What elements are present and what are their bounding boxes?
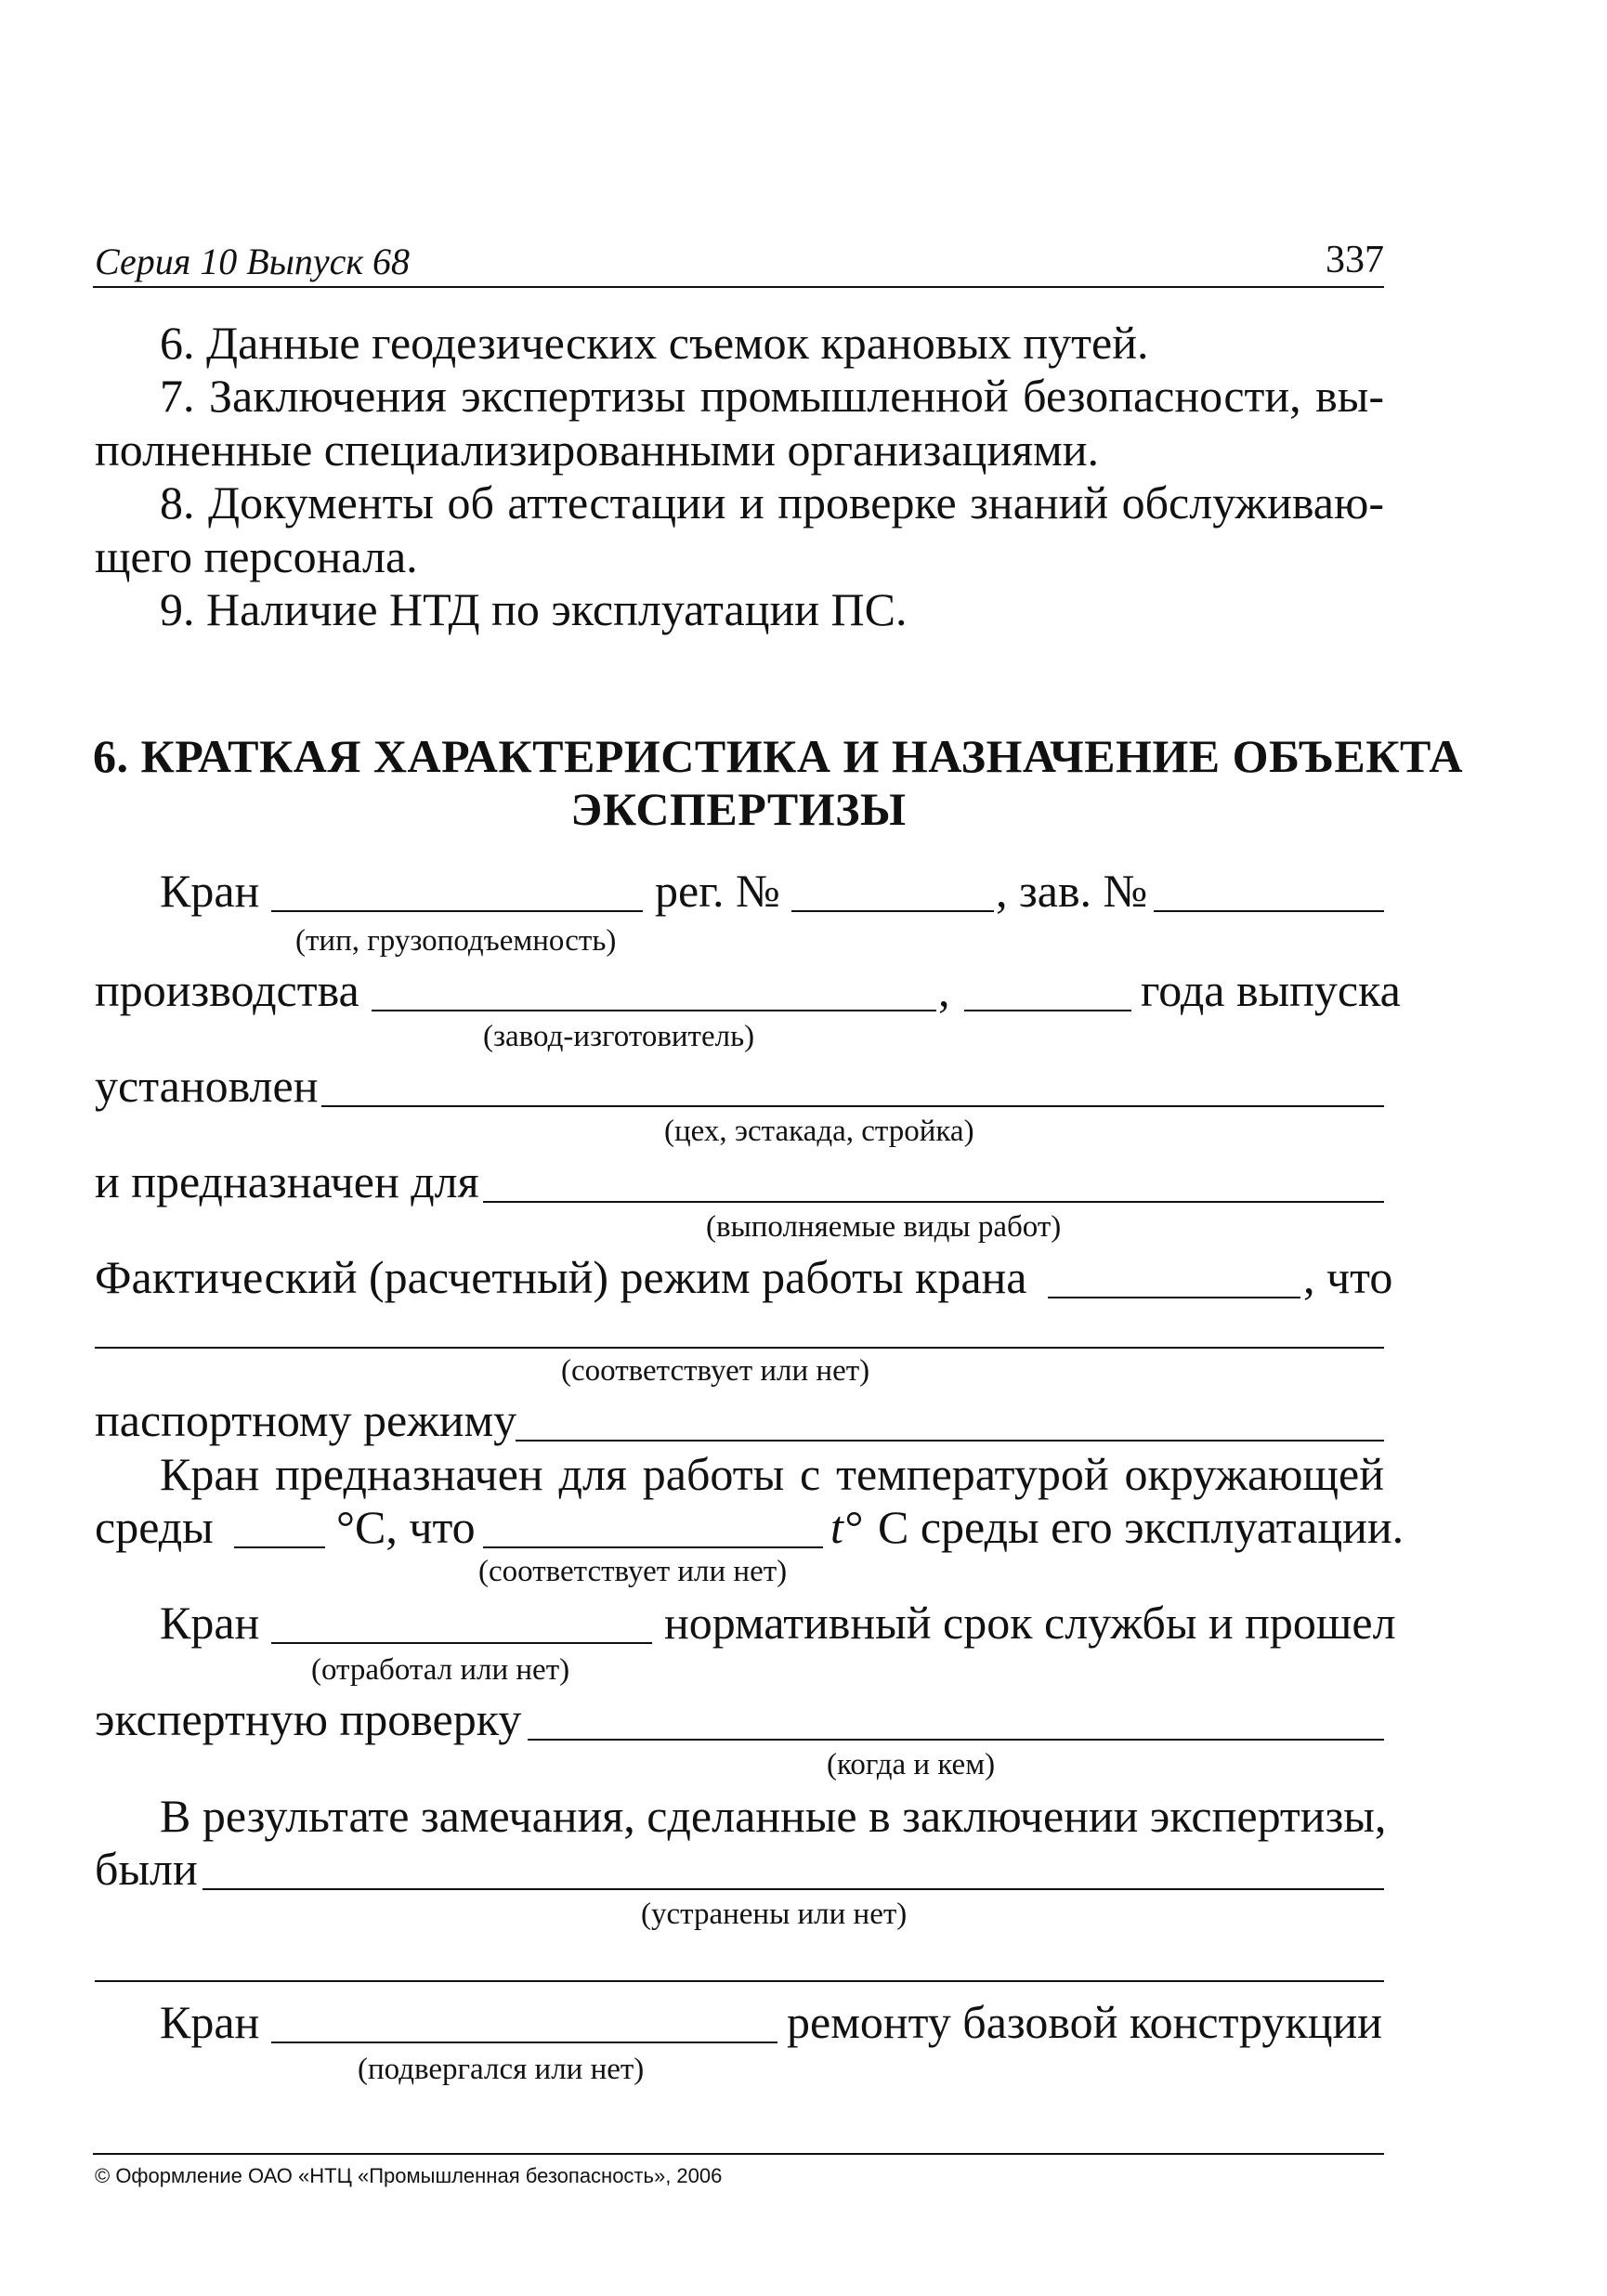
label-pasport-rezhim: паспортному режиму (95, 1394, 517, 1446)
label-sredy: среды (95, 1501, 214, 1553)
field-location[interactable] (321, 1105, 1384, 1107)
label-kran: Кран (160, 865, 260, 917)
label-proizvodstva: производства (95, 964, 359, 1016)
caption-kogda: (когда и кем) (827, 1748, 996, 1781)
caption-sootv1: (соответствует или нет) (561, 1354, 870, 1388)
caption-zavod: (завод-изготовитель) (483, 1020, 755, 1053)
page-number: 337 (1326, 239, 1384, 281)
field-repair[interactable] (271, 2042, 777, 2043)
field-remarks-status[interactable] (203, 1888, 1384, 1890)
label-kran-2: Кран (160, 1597, 260, 1649)
label-t-c-sredy: С среды его эксплуатации. (878, 1501, 1404, 1553)
caption-type: (тип, грузоподъемность) (295, 924, 617, 958)
field-mode[interactable] (1048, 1297, 1300, 1298)
section-heading-line2: ЭКСПЕРТИЗЫ (570, 783, 907, 835)
label-byli: были (95, 1843, 198, 1895)
field-mode-conformity[interactable] (95, 1347, 1384, 1349)
caption-raboty: (выполняемые виды работ) (706, 1210, 1062, 1244)
label-fakt-rezhim: Фактический (расчетный) режим работы крана (95, 1251, 1027, 1303)
list-item-6: 6. Данные геодезических съемок крановых путей. (160, 317, 1149, 369)
field-expert-check[interactable] (528, 1739, 1384, 1741)
list-item-7-line1: 7. Заключения экспертизы промышленной безопасности, вы- (160, 370, 1384, 422)
field-passport-mode[interactable] (516, 1440, 1384, 1442)
footer-rule (93, 2153, 1384, 2155)
label-zav-no: , зав. № (996, 865, 1148, 917)
header-rule (93, 286, 1384, 288)
label-reg-no: рег. № (655, 865, 780, 917)
label-ekspert-proverku: экспертную проверку (95, 1693, 522, 1745)
field-crane-type[interactable] (271, 910, 643, 912)
field-temperature[interactable] (234, 1546, 325, 1548)
caption-sootv2: (соответствует или нет) (478, 1555, 788, 1588)
field-service-life[interactable] (271, 1642, 652, 1644)
field-manufacturer[interactable] (372, 1010, 936, 1011)
field-reg-number[interactable] (791, 910, 994, 912)
list-item-9: 9. Наличие НТД по эксплуатации ПС. (160, 583, 908, 635)
field-remarks-extra[interactable] (95, 1980, 1384, 1982)
caption-otrabotal: (отработал или нет) (311, 1653, 570, 1687)
label-t-symbol: t° (830, 1501, 862, 1553)
field-year[interactable] (964, 1010, 1131, 1011)
temp-line1: Кран предназначен для работы с температурой окружающей (160, 1448, 1384, 1500)
caption-podvergalsya: (подвергался или нет) (358, 2053, 645, 2086)
list-item-8-line1: 8. Документы об аттестации и проверке знаний обслуживаю- (160, 476, 1384, 528)
label-srok-sluzhby: нормативный срок службы и прошел (664, 1597, 1396, 1649)
label-kran-3: Кран (160, 1996, 260, 2048)
list-item-8-line2: щего персонала. (95, 530, 418, 582)
label-deg-c-chto: °С, что (336, 1501, 476, 1553)
field-purpose[interactable] (483, 1201, 1384, 1203)
field-temp-conformity[interactable] (483, 1546, 823, 1548)
field-serial-number[interactable] (1154, 910, 1384, 912)
label-prednaznachen: и предназначен для (95, 1155, 479, 1207)
label-comma: , (938, 964, 950, 1016)
section-heading-line1: 6. КРАТКАЯ ХАРАКТЕРИСТИКА И НАЗНАЧЕНИЕ ОБЪЕКТА (93, 730, 1464, 782)
label-goda-vypuska: года выпуска (1141, 964, 1401, 1016)
label-remont: ремонту базовой конструкции (787, 1996, 1382, 2048)
caption-tseh: (цех, эстакада, стройка) (664, 1115, 974, 1148)
label-ustanovlen: установлен (95, 1060, 319, 1112)
label-chto: , что (1303, 1251, 1393, 1303)
series-label: Серия 10 Выпуск 68 (95, 241, 411, 282)
caption-ustraneny: (устранены или нет) (641, 1898, 908, 1931)
footer-copyright: © Оформление ОАО «НТЦ «Промышленная безопасность», 2006 (95, 2164, 723, 2187)
rezultat-line1: В результате замечания, сделанные в заключении экспертизы, (160, 1790, 1387, 1842)
list-item-7-line2: полненные специализированными организациями. (95, 424, 1100, 476)
